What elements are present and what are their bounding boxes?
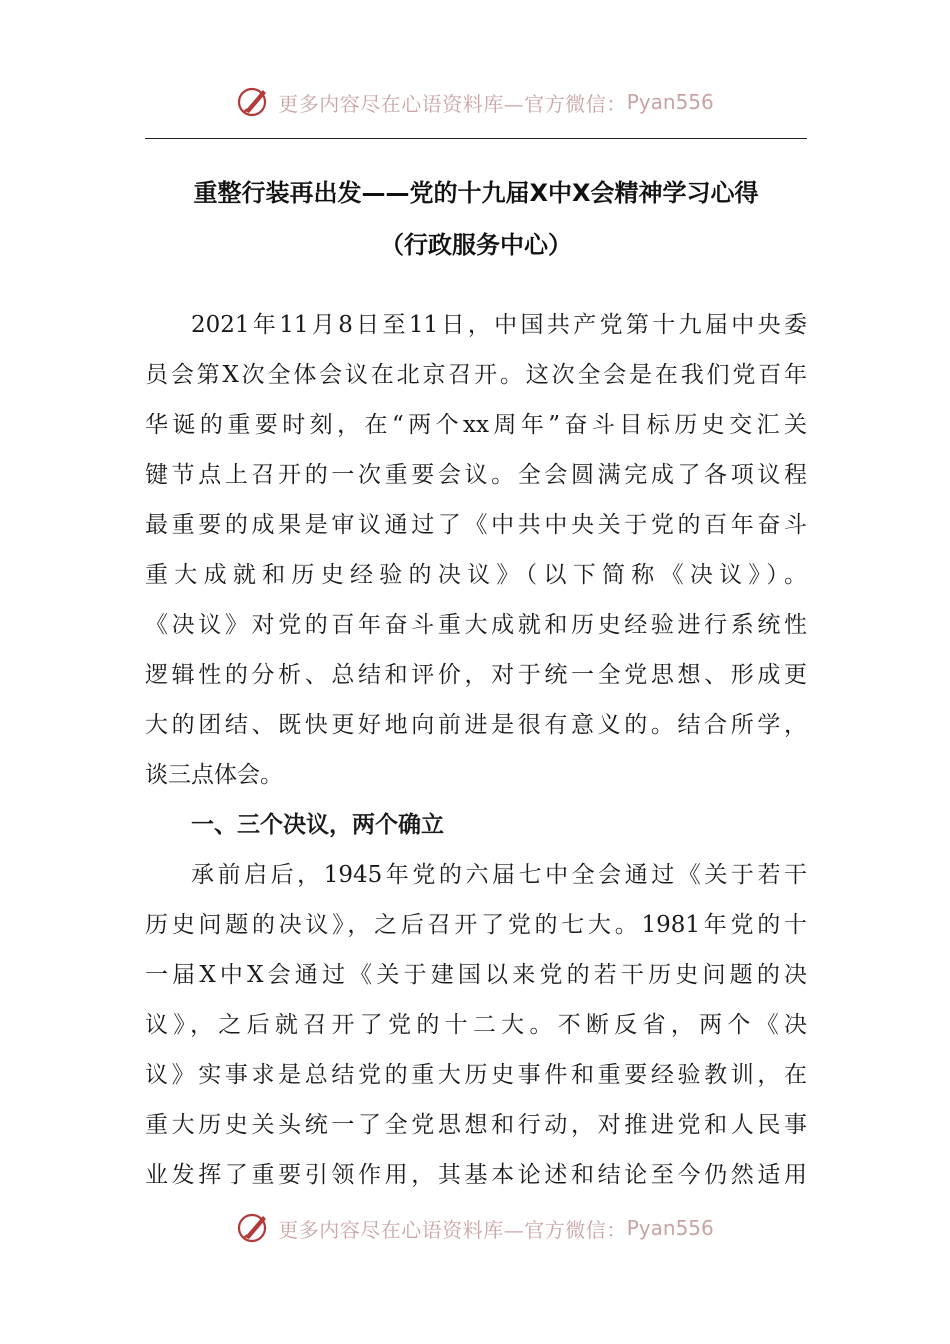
section-heading: 一、三个决议，两个确立 xyxy=(191,812,444,838)
paragraph-line: 《决议》对党的百年奋斗重大成就和历史经验进行系统性 xyxy=(145,612,807,638)
watermark-contact: Pyan556 xyxy=(626,1216,714,1240)
paragraph-line: 承前启后，1945年党的六届七中全会通过《关于若干 xyxy=(191,862,807,888)
paragraph-line: 议》实事求是总结党的重大历史事件和重要经验教训，在 xyxy=(145,1062,807,1088)
watermark-text: 更多内容尽在心语资料库—官方微信： xyxy=(278,1217,627,1242)
document-subtitle: （行政服务中心） xyxy=(380,231,572,259)
paragraph-line: 员会第X次全体会议在北京召开。这次全会是在我们党百年 xyxy=(145,362,807,388)
quill-logo-icon xyxy=(236,84,272,120)
paragraph-line: 键节点上召开的一次重要会议。全会圆满完成了各项议程 xyxy=(145,462,807,488)
paragraph-line: 重大成就和历史经验的决议》（以下简称《决议》）。 xyxy=(145,562,807,588)
paragraph-line: 重大历史关头统一了全党思想和行动，对推进党和人民事 xyxy=(145,1112,807,1138)
paragraph-line: 大的团结、既快更好地向前进是很有意义的。结合所学， xyxy=(145,712,807,738)
document-body xyxy=(145,300,807,1200)
watermark-text: 更多内容尽在心语资料库—官方微信： xyxy=(278,91,627,116)
paragraph-line: 华诞的重要时刻，在“两个xx周年”奋斗目标历史交汇关 xyxy=(145,412,807,438)
quill-logo-icon xyxy=(236,1210,272,1246)
paragraph-line: 最重要的成果是审议通过了《中共中央关于党的百年奋斗 xyxy=(145,512,807,538)
paragraph-line: 2021年11月8日至11日，中国共产党第十九届中央委 xyxy=(191,312,807,338)
paragraph-line: 历史问题的决议》，之后召开了党的七大。1981年党的十 xyxy=(145,912,807,938)
watermark-contact: Pyan556 xyxy=(626,90,714,114)
document-title: 重整行装再出发——党的十九届X中X会精神学习心得 xyxy=(193,179,759,207)
paragraph-line: 议》，之后就召开了党的十二大。不断反省，两个《决 xyxy=(145,1012,807,1038)
header-watermark xyxy=(0,82,950,122)
header-divider xyxy=(145,138,807,139)
paragraph-line: 谈三点体会。 xyxy=(145,762,283,788)
paragraph-line: 逻辑性的分析、总结和评价，对于统一全党思想、形成更 xyxy=(145,662,807,688)
paragraph-line: 一届X中X会通过《关于建国以来党的若干历史问题的决 xyxy=(145,962,807,988)
footer-watermark xyxy=(0,1208,950,1248)
paragraph-line: 业发挥了重要引领作用，其基本论述和结论至今仍然适用 xyxy=(145,1162,807,1188)
